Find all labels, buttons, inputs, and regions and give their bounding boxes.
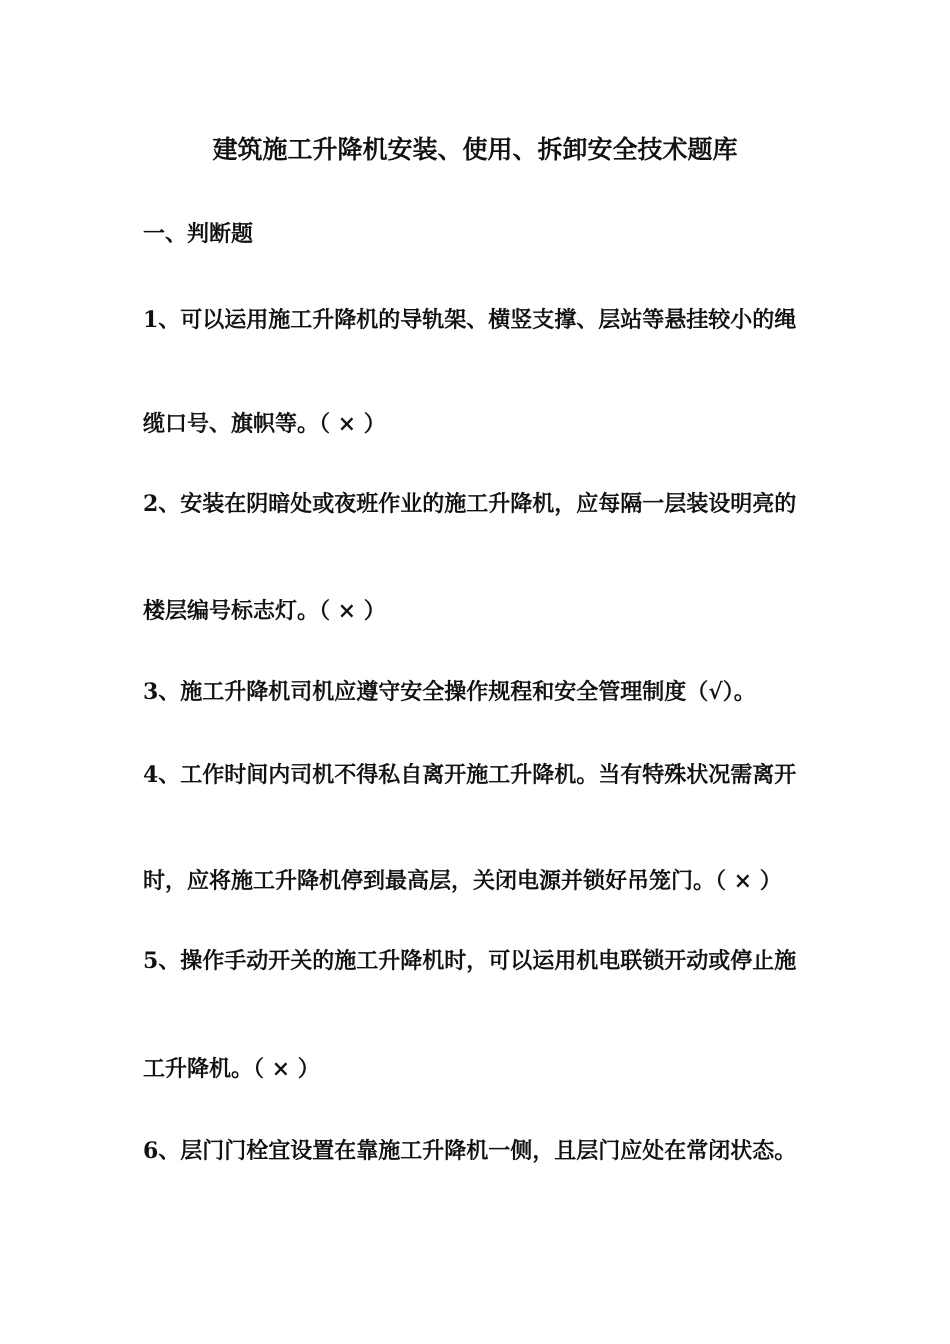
question-1-line-2: 缆口号、旗帜等。（ × ） [143,411,386,437]
question-3-line-1: 3、施工升降机司机应遵守安全操作规程和安全管理制度（√）。 [143,679,756,705]
question-5-line-2: 工升降机。（ × ） [143,1056,320,1082]
question-4-line-1: 4、工作时间内司机不得私自离开施工升降机。当有特殊状况需离开 [143,762,797,788]
question-6-line-1: 6、层门门栓宜设置在靠施工升降机一侧，且层门应处在常闭状态。 [143,1138,797,1164]
question-5-line-1: 5、操作手动开关的施工升降机时，可以运用机电联锁开动或停止施 [143,948,797,974]
question-4-line-2: 时，应将施工升降机停到最高层，关闭电源并锁好吊笼门。（ × ） [143,868,782,894]
question-2-line-1: 2、安装在阴暗处或夜班作业的施工升降机，应每隔一层装设明亮的 [143,491,797,517]
question-2-line-2: 楼层编号标志灯。（ × ） [143,598,386,624]
document-title: 建筑施工升降机安装、使用、拆卸安全技术题库 [212,135,738,164]
question-1-line-1: 1、可以运用施工升降机的导轨架、横竖支撑、层站等悬挂较小的绳 [143,307,797,333]
section-heading: 一、判断题 [143,221,254,247]
